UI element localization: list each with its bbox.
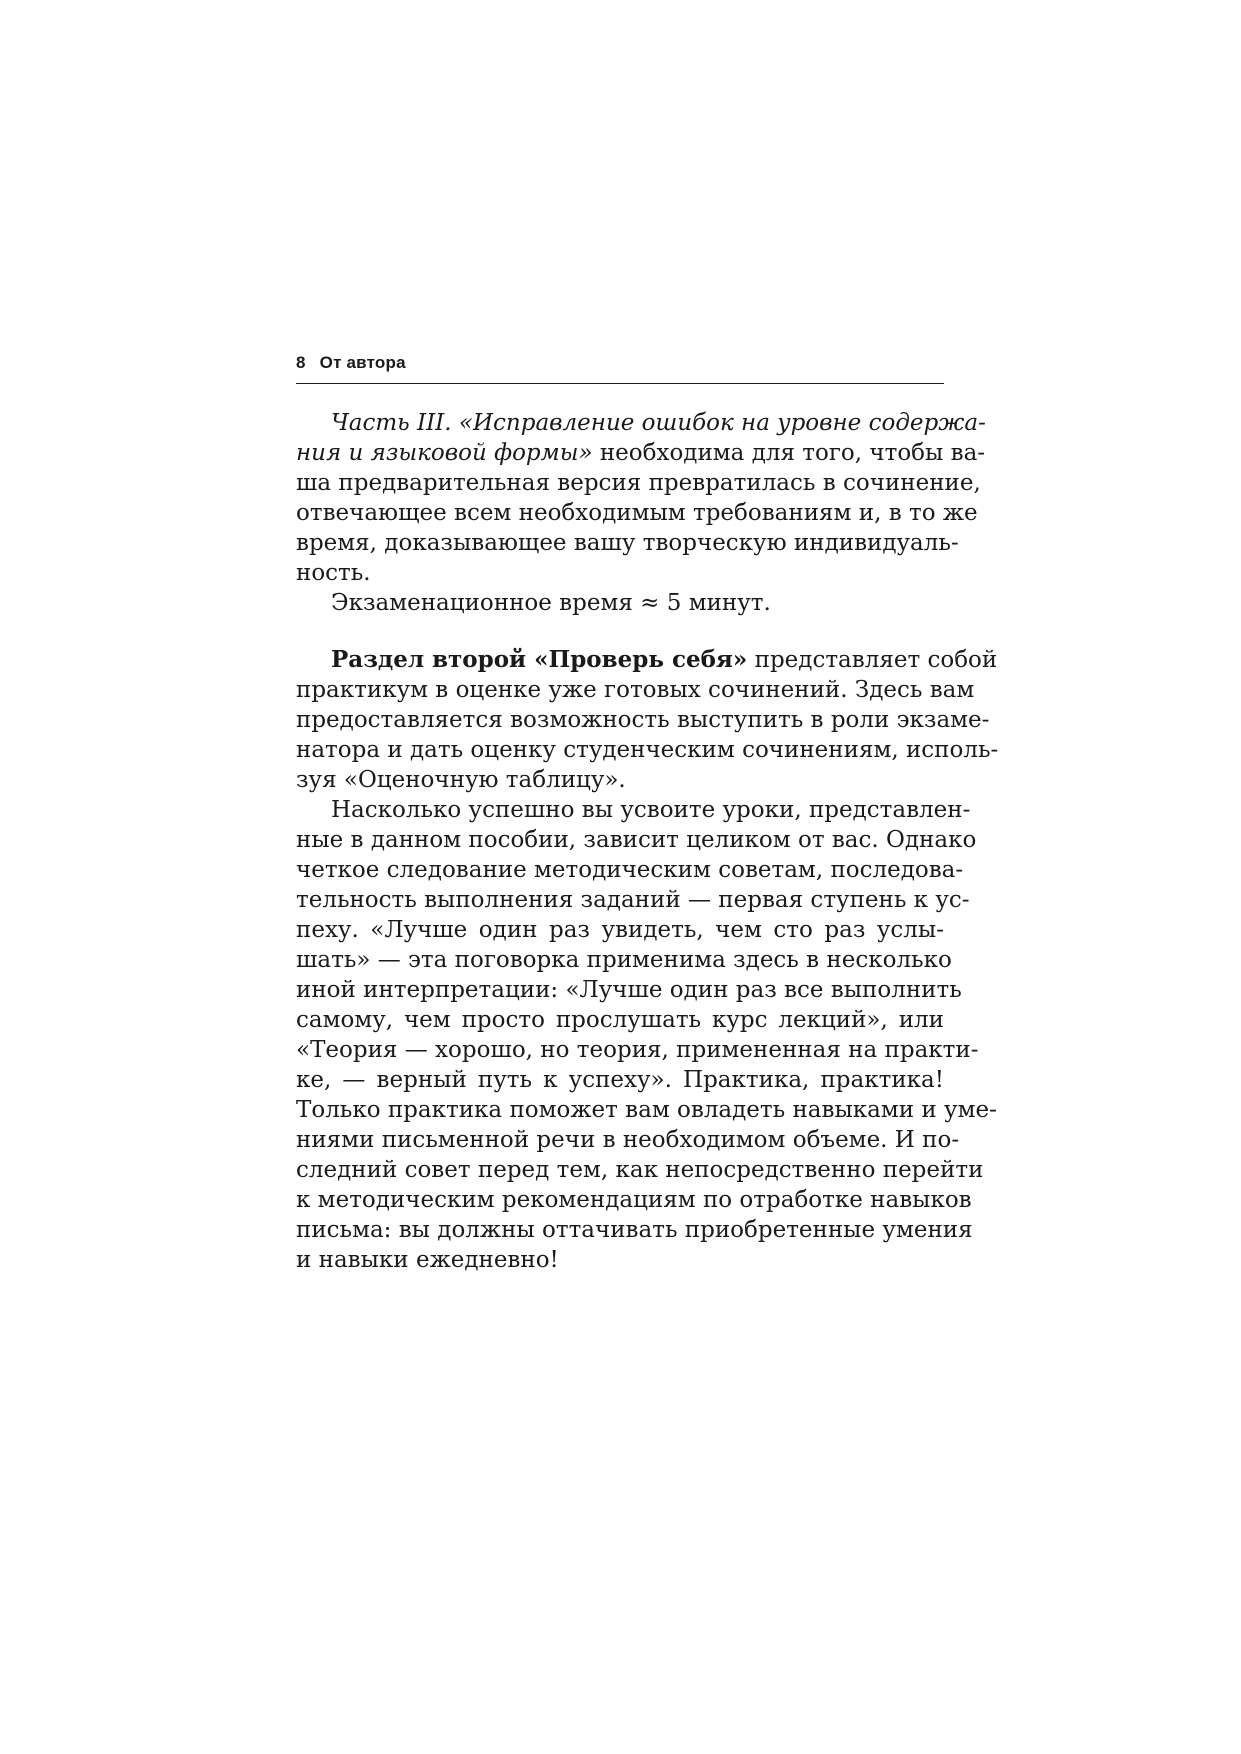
text-line: Насколько успешно вы усвоите уроки, представлен- xyxy=(331,797,971,823)
text-line: шать» — эта поговорка применима здесь в несколько xyxy=(296,947,952,973)
text-line: ные в данном пособии, зависит целиком от вас. Однако xyxy=(296,827,977,853)
paragraph-part-three xyxy=(296,408,986,588)
section-title: От автора xyxy=(319,353,406,372)
paragraph-closing xyxy=(296,795,997,1275)
text-line: и навыки ежедневно! xyxy=(296,1247,559,1273)
paragraph-section-two xyxy=(296,645,999,795)
text-line: тельность выполнения заданий — первая ступень к ус- xyxy=(296,887,970,913)
text-line xyxy=(296,645,998,675)
book-page xyxy=(296,353,999,1275)
text-line: четкое следование методическим советам, последова- xyxy=(296,857,964,883)
text-line: «Теория — хорошо, но теория, примененная на практи- xyxy=(296,1037,979,1063)
page-number: 8 xyxy=(296,353,306,372)
paragraph-exam-time xyxy=(296,588,944,618)
running-head xyxy=(296,353,944,384)
italic-run: ния и языковой формы» xyxy=(296,440,593,466)
paragraph-gap xyxy=(296,618,944,645)
text-line: самому, чем просто прослушать курс лекций», или xyxy=(296,1007,944,1033)
text-line: Только практика поможет вам овладеть навыками и уме- xyxy=(296,1097,997,1123)
text-line: ность. xyxy=(296,560,371,586)
text-line: письма: вы должны оттачивать приобретенные умения xyxy=(296,1217,973,1243)
text-run: представляет собой xyxy=(747,647,998,673)
text-line: Часть III. «Исправление ошибок на уровне содержа- xyxy=(331,410,986,436)
text-line xyxy=(296,438,986,468)
page-body xyxy=(296,408,999,1275)
text-line: следний совет перед тем, как непосредственно перейти xyxy=(296,1157,984,1183)
text-line: к методическим рекомендациям по отработке навыков xyxy=(296,1187,972,1213)
text-line: ниями письменной речи в необходимом объеме. И по- xyxy=(296,1127,960,1153)
text-line: пеху. «Лучше один раз увидеть, чем сто раз услы- xyxy=(296,917,944,943)
text-line: Экзаменационное время ≈ 5 минут. xyxy=(331,590,771,616)
text-line: натора и дать оценку студенческим сочинениям, исполь- xyxy=(296,737,999,763)
text-line: практикум в оценке уже готовых сочинений. Здесь вам xyxy=(296,677,975,703)
text-line: ша предварительная версия превратилась в сочинение, xyxy=(296,470,981,496)
bold-run: Раздел второй «Проверь себя» xyxy=(331,646,748,673)
text-line: отвечающее всем необходимым требованиям и, в то же xyxy=(296,500,978,526)
text-line: время, доказывающее вашу творческую индивидуаль- xyxy=(296,530,959,556)
text-line: зуя «Оценочную таблицу». xyxy=(296,767,626,793)
text-line: ке, — верный путь к успеху». Практика, практика! xyxy=(296,1067,944,1093)
text-run: необходима для того, чтобы ва- xyxy=(592,440,986,466)
text-line: иной интерпретации: «Лучше один раз все выполнить xyxy=(296,977,962,1003)
text-line: предоставляется возможность выступить в роли экзаме- xyxy=(296,707,990,733)
